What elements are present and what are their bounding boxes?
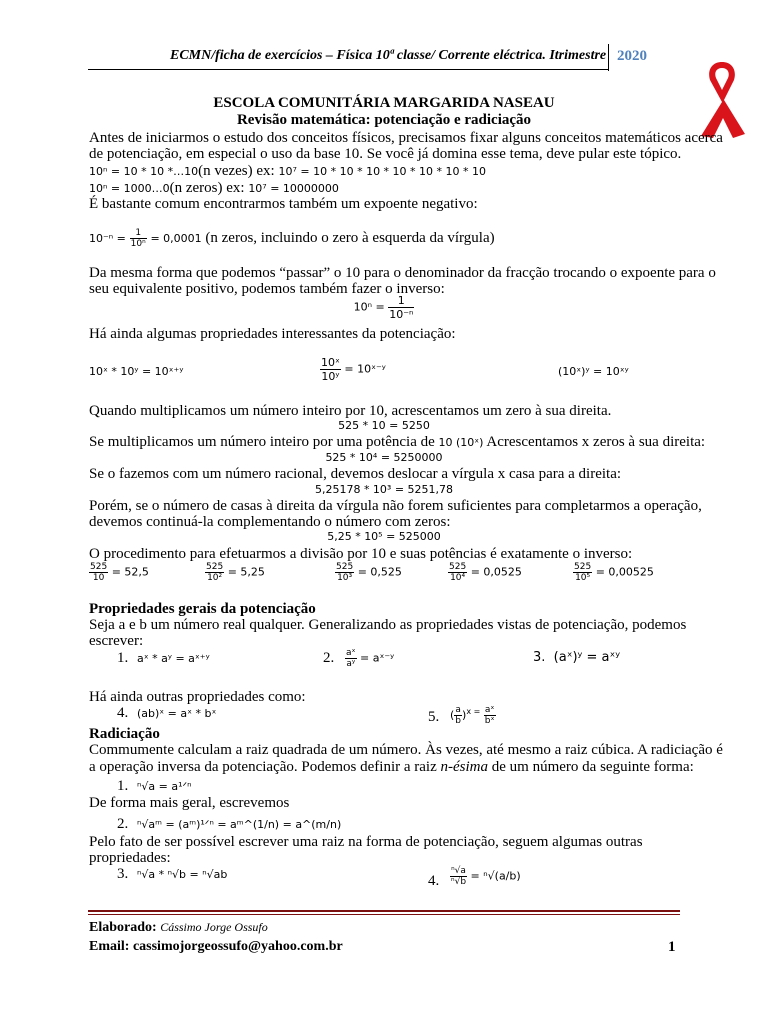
pow-line-1: [89, 163, 486, 180]
radic-prop-3-number: 3.: [117, 866, 129, 882]
neg-exp-note: (n zeros, incluindo o zero à esquerda da vírgula): [205, 229, 495, 246]
gen-prop-1: aˣ * aʸ = aˣ⁺ʸ: [137, 652, 210, 665]
pow-line-1-lhs: 10ⁿ = 10 * 10 *…10: [89, 165, 199, 178]
division-2-fraction: [205, 562, 224, 583]
division-4: [448, 562, 522, 583]
division-1-num: 525: [90, 562, 108, 572]
pass-line-2: seu equivalente positivo, podemos também fazer o inverso:: [89, 281, 445, 297]
mult-text-6: O procedimento para efetuarmos a divisão por 10 e suas potências é exatamente o inverso:: [89, 546, 633, 562]
radic-prop-4-rhs: = ⁿ√(a/b): [470, 869, 521, 883]
prop-1: 10ˣ * 10ʸ = 10ˣ⁺ʸ: [89, 365, 184, 378]
pow-line-2-lhs: 10ⁿ = 1000…0: [89, 182, 170, 195]
gen-prop-2-fraction: [345, 648, 357, 669]
radic-prop-1: ⁿ√a = a¹ᐟⁿ: [137, 780, 192, 793]
radic-prop-1-number: 1.: [117, 778, 129, 794]
radic-text-3: De forma mais geral, escrevemos: [89, 795, 290, 811]
neg-exp-den: 10ⁿ: [130, 239, 146, 249]
header-title: ECMN/ficha de exercícios – Física 10ª classe/ Corrente eléctrica. Itrimestre: [170, 48, 607, 63]
mult-text-1: Quando multiplicamos um número inteiro por 10, acrescentamos um zero à sua direita.: [89, 403, 612, 419]
subtitle: Revisão matemática: potenciação e radiciação: [236, 112, 532, 128]
pow-line-2: [89, 180, 339, 197]
general-text-3: Há ainda outras propriedades como:: [89, 689, 306, 705]
prop-2-fraction: [320, 356, 341, 383]
inverse-lhs: 10ⁿ =: [353, 300, 385, 314]
mult-example-3: 5,25178 * 10³ = 5251,78: [314, 483, 454, 496]
division-3: [335, 562, 402, 583]
radic-prop-4: [450, 866, 521, 887]
neg-exp-rhs: = 0,0001: [150, 231, 202, 245]
gen-prop-5-exp: x =: [466, 706, 481, 716]
prop-2-den: 10ʸ: [321, 370, 340, 383]
gen-prop-2-num: aˣ: [346, 648, 356, 658]
general-text-1: Seja a e b um número real qualquer. Generalizando as propriedades vistas de potenciação, podemos: [89, 617, 687, 633]
header-year: 2020: [617, 48, 647, 64]
radic-prop-4-den: ⁿ√b: [451, 877, 467, 887]
gen-prop-5-den: bˣ: [484, 716, 495, 726]
gen-prop-5-inner-den: b: [455, 716, 462, 726]
division-2: [205, 562, 265, 583]
footer-email: Email: cassimojorgeossufo@yahoo.com.br: [89, 939, 343, 954]
mult-text-2a: Se multiplicamos um número inteiro por uma potência de: [89, 434, 439, 450]
gen-prop-2-rhs: = aˣ⁻ʸ: [360, 651, 395, 665]
mult-example-1: 525 * 10 = 5250: [338, 419, 430, 432]
radic-prop-2: ⁿ√aᵐ = (aᵐ)¹ᐟⁿ = aᵐ^(1/n) = a^(m/n): [137, 818, 342, 831]
division-5: [573, 562, 654, 583]
pow-line-2-mid: (n zeros) ex:: [169, 180, 249, 196]
division-3-num: 525: [336, 562, 354, 572]
division-1: [89, 562, 149, 583]
division-5-rhs: = 0,00525: [595, 565, 654, 579]
prop-2: [320, 356, 386, 383]
gen-prop-4: (ab)ˣ = aˣ * bˣ: [137, 707, 217, 720]
division-5-fraction: [573, 562, 592, 583]
neg-exp-text: É bastante comum encontrarmos também um expoente negativo:: [89, 196, 478, 212]
mult-text-5: devemos continuá-la complementando o número com zeros:: [89, 514, 451, 530]
general-heading: Propriedades gerais da potenciação: [89, 601, 316, 617]
division-2-rhs: = 5,25: [227, 565, 265, 579]
neg-exp-num: 1: [130, 228, 147, 239]
division-4-rhs: = 0,0525: [470, 565, 522, 579]
mult-text-2-math: 10 (10ˣ): [438, 436, 484, 449]
radic-text-2: [89, 759, 694, 775]
gen-prop-5-inner: [454, 705, 462, 726]
gen-prop-5: ( $\frac{a}{b}$ )$^{x =}$ $\frac{\text{aˣ}}{\text{bˣ}}$: [450, 705, 495, 726]
radic-text-2-italic: n-ésima: [440, 759, 489, 775]
gen-prop-3-number: 3.: [533, 650, 546, 665]
gen-prop-5-inner-num: a: [455, 705, 461, 715]
radic-prop-2-number: 2.: [117, 816, 129, 832]
division-1-den: 10: [92, 573, 105, 583]
division-2-num: 525: [206, 562, 224, 572]
mult-text-3: Se o fazemos com um número racional, devemos deslocar a vírgula x casa para a direita:: [89, 466, 622, 482]
pow-line-1-mid: (n vezes) ex:: [198, 163, 279, 179]
page-number: 1: [668, 939, 676, 955]
mult-example-4: 5,25 * 10⁵ = 525000: [327, 530, 441, 543]
mult-example-2: 525 * 10⁴ = 5250000: [325, 451, 443, 464]
division-2-den: 10²: [207, 573, 223, 583]
gen-prop-5-number: 5.: [428, 709, 440, 725]
header-separator: [608, 44, 609, 71]
pow-line-2-example: 10⁷ = 10000000: [248, 182, 339, 195]
inverse-fraction: [388, 294, 414, 321]
gen-prop-3: [533, 650, 620, 665]
division-5-den: 10⁵: [575, 573, 591, 583]
gen-prop-1-number: 1.: [117, 650, 129, 666]
division-4-den: 10⁴: [450, 573, 466, 583]
school-name: ESCOLA COMUNITÁRIA MARGARIDA NASEAU: [213, 95, 555, 111]
neg-exp-fraction: [130, 228, 147, 249]
prop-3: (10ˣ)ʸ = 10ˣʸ: [558, 365, 629, 378]
footer-signature: Cássimo Jorge Ossufo: [160, 920, 268, 934]
pow-line-1-example: 10⁷ = 10 * 10 * 10 * 10 * 10 * 10 * 10: [278, 165, 487, 178]
pass-line-1: Da mesma forma que podemos “passar” o 10 para o denominador da fracção trocando o expoente para o: [89, 265, 716, 281]
prop-2-num: 10ˣ: [321, 356, 340, 369]
footer-elab-label: Elaborado:: [89, 920, 157, 935]
intro-line-2: de potenciação, em especial o uso da base 10. Se você já domina esse tema, deve pular este tópico.: [89, 146, 682, 162]
gen-prop-5-num: aˣ: [484, 705, 495, 715]
division-3-den: 10³: [337, 573, 353, 583]
mult-text-2: [89, 434, 705, 451]
gen-prop-2-number: 2.: [323, 650, 335, 666]
neg-exp-formula: [89, 228, 495, 249]
gen-prop-5-fraction: [484, 705, 496, 726]
header-rule: [88, 69, 608, 70]
radic-text-2b: de um número da seguinte forma:: [488, 759, 694, 775]
radic-prop-4-number: 4.: [428, 873, 440, 889]
division-4-fraction: [448, 562, 467, 583]
division-4-num: 525: [449, 562, 467, 572]
gen-prop-4-number: 4.: [117, 705, 129, 721]
footer-elaborated: [89, 920, 268, 936]
division-3-fraction: [335, 562, 354, 583]
division-1-fraction: [89, 562, 108, 583]
footer-rule-top: [88, 910, 680, 912]
radic-prop-4-num: ⁿ√a: [451, 866, 466, 876]
division-5-num: 525: [574, 562, 592, 572]
inverse-formula: [0, 294, 768, 321]
mult-text-2b: Acrescentamos x zeros à sua direita:: [483, 434, 706, 450]
division-1-rhs: = 52,5: [111, 565, 149, 579]
props-text: Há ainda algumas propriedades interessantes da potenciação:: [89, 326, 456, 342]
gen-prop-3-formula: (aˣ)ʸ = aˣʸ: [553, 650, 621, 665]
prop-2-rhs: = 10ˣ⁻ʸ: [344, 362, 386, 376]
radic-heading: Radiciação: [89, 726, 160, 742]
general-text-2: escrever:: [89, 633, 144, 649]
radic-text-2a: a operação inversa da potenciação. Podemos definir a raiz: [89, 759, 441, 775]
radic-text-1: Commumente calculam a raiz quadrada de um número. Às vezes, até mesmo a raiz cúbica. A radiciação é: [89, 742, 723, 758]
radic-prop-3: ⁿ√a * ⁿ√b = ⁿ√ab: [137, 868, 228, 881]
radic-prop-4-fraction: [450, 866, 467, 887]
radic-text-4: Pelo fato de ser possível escrever uma raiz na forma de potenciação, seguem algumas outras: [89, 834, 643, 850]
gen-prop-2: [345, 648, 394, 669]
division-3-rhs: = 0,525: [357, 565, 402, 579]
footer-rule-bottom: [88, 914, 680, 915]
mult-text-4: Porém, se o número de casas à direita da vírgula não forem suficientes para completarmos a operação,: [89, 498, 702, 514]
neg-exp-lhs: 10⁻ⁿ =: [89, 231, 126, 245]
gen-prop-2-den: aʸ: [346, 659, 356, 669]
inverse-num: 1: [388, 294, 414, 308]
radic-text-5: propriedades:: [89, 850, 171, 866]
intro-line-1: Antes de iniciarmos o estudo dos conceitos físicos, precisamos fixar alguns conceitos matemáticos acerca: [89, 130, 723, 146]
inverse-den: 10⁻ⁿ: [389, 308, 414, 321]
